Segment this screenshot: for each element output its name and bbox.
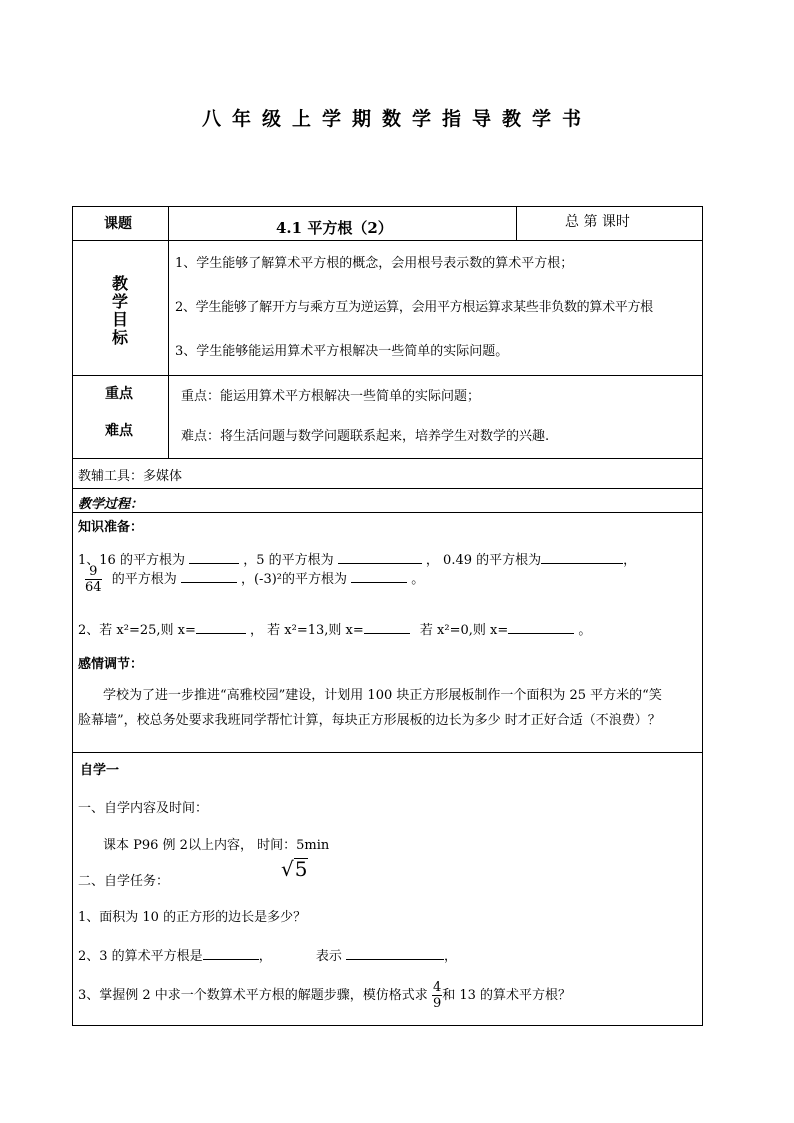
- prep-text: 1、16 的平方根为: [78, 553, 185, 568]
- objectives-label-char: 教: [111, 274, 128, 293]
- emotion-paragraph-line: 脸幕墙”，校总务处要求我班同学帮忙计算，每块正方形展板的边长为多少 时才正好合适（不浪费）？: [78, 713, 661, 728]
- fraction-denominator: 9: [432, 996, 442, 1011]
- period-label: 总 第 课时: [565, 214, 630, 230]
- row-divider: [73, 458, 702, 459]
- task-question-1: 1、面积为 10 的正方形的边长是多少？: [78, 910, 307, 925]
- prep-text: 。: [411, 572, 425, 587]
- difficulty-text: 难点：将生活问题与数学问题联系起来，培养学生对数学的兴趣.: [181, 429, 550, 444]
- self-study-content: 课本 P96 例 2以上内容， 时间：5min: [103, 838, 330, 853]
- objective-item: 1、学生能够了解算术平方根的概念，会用根号表示数的算术平方根；: [175, 256, 574, 271]
- answer-blank[interactable]: [351, 570, 407, 583]
- lesson-plan-table: [72, 206, 703, 1026]
- task-text: 3、掌握例 2 中求一个数算术平方根的解题步骤，模仿格式求: [78, 988, 428, 1003]
- task-question-3: [78, 980, 571, 1011]
- key-point-text: 重点：能运用算术平方根解决一些简单的实际问题；: [181, 389, 481, 404]
- objectives-label-char: 标: [111, 328, 128, 347]
- task-text: 表示: [315, 949, 342, 964]
- teaching-tools: 教辅工具：多媒体: [78, 469, 183, 484]
- topic-title: 4.1 平方根（2）: [276, 219, 393, 237]
- prep-text: ，: [623, 553, 637, 568]
- self-study-heading: 自学一: [80, 763, 120, 778]
- self-study-task-heading: 二、自学任务：: [78, 874, 170, 889]
- sqrt-sign: √: [281, 857, 294, 881]
- sqrt-radicand: 5: [294, 857, 308, 881]
- difficulties-label: 难点: [105, 423, 133, 439]
- prep-text: 若 x²=0,则 x=: [419, 623, 509, 638]
- objective-item: 3、学生能够能运用算术平方根解决一些简单的实际问题。: [175, 344, 509, 359]
- prep-text: 的平方根为: [111, 572, 177, 587]
- answer-blank[interactable]: [338, 551, 422, 564]
- answer-blank[interactable]: [346, 947, 444, 960]
- fraction-numerator: 4: [432, 980, 442, 995]
- row-divider: [73, 512, 702, 513]
- key-points-label: 重点: [105, 386, 133, 402]
- answer-blank[interactable]: [196, 621, 246, 634]
- prep-text: ， 若 x²=13,则 x=: [250, 623, 364, 638]
- task-text: 2、3 的算术平方根是: [78, 949, 203, 964]
- fraction-9-64: [85, 564, 102, 595]
- row-divider: [73, 752, 702, 753]
- prep-text: 2、若 x²=25,则 x=: [78, 623, 196, 638]
- task-text: 和 13 的算术平方根？: [442, 988, 572, 1003]
- sqrt-expression: [281, 857, 308, 881]
- prep-text: ，5 的平方根为: [243, 553, 334, 568]
- objectives-label-char: 目: [111, 310, 128, 329]
- self-study-content-heading: 一、自学内容及时间：: [78, 801, 209, 816]
- teaching-process-label: 教学过程：: [78, 497, 144, 512]
- column-divider: [516, 207, 517, 240]
- objective-item: 2、学生能够了解开方与乘方互为逆运算，会用平方根运算求某些非负数的算术平方根: [175, 300, 653, 315]
- document-title: 八年级上学期数学指导教学书: [201, 108, 592, 130]
- answer-blank[interactable]: [203, 947, 259, 960]
- topic-label: 课题: [104, 216, 132, 232]
- answer-blank[interactable]: [541, 551, 623, 564]
- answer-blank[interactable]: [508, 621, 574, 634]
- task-text: ，: [444, 949, 458, 964]
- prep-question-1b: [85, 564, 424, 595]
- answer-blank[interactable]: [364, 621, 410, 634]
- task-question-2: [78, 945, 457, 964]
- emotion-heading: 感情调节：: [78, 657, 144, 672]
- objectives-label-char: 学: [111, 292, 128, 311]
- prep-text: ， 0.49 的平方根为: [425, 553, 542, 568]
- answer-blank[interactable]: [181, 570, 237, 583]
- objectives-label: [110, 275, 130, 347]
- fraction-denominator: 64: [85, 580, 102, 595]
- prep-question-2: [78, 619, 591, 638]
- fraction-numerator: 9: [85, 564, 102, 580]
- prep-text: ，(-3)²的平方根为: [240, 572, 348, 587]
- emotion-paragraph-line: 学校为了进一步推进“高雅校园”建设，计划用 100 块正方形展板制作一个面积为 25 平方米的“笑: [103, 688, 662, 703]
- prep-heading: 知识准备：: [78, 520, 144, 535]
- prep-text: 。: [578, 623, 592, 638]
- column-divider: [168, 207, 169, 458]
- answer-blank[interactable]: [189, 551, 239, 564]
- row-divider: [73, 488, 702, 489]
- task-text: ，: [258, 949, 272, 964]
- fraction-4-9: [432, 980, 442, 1011]
